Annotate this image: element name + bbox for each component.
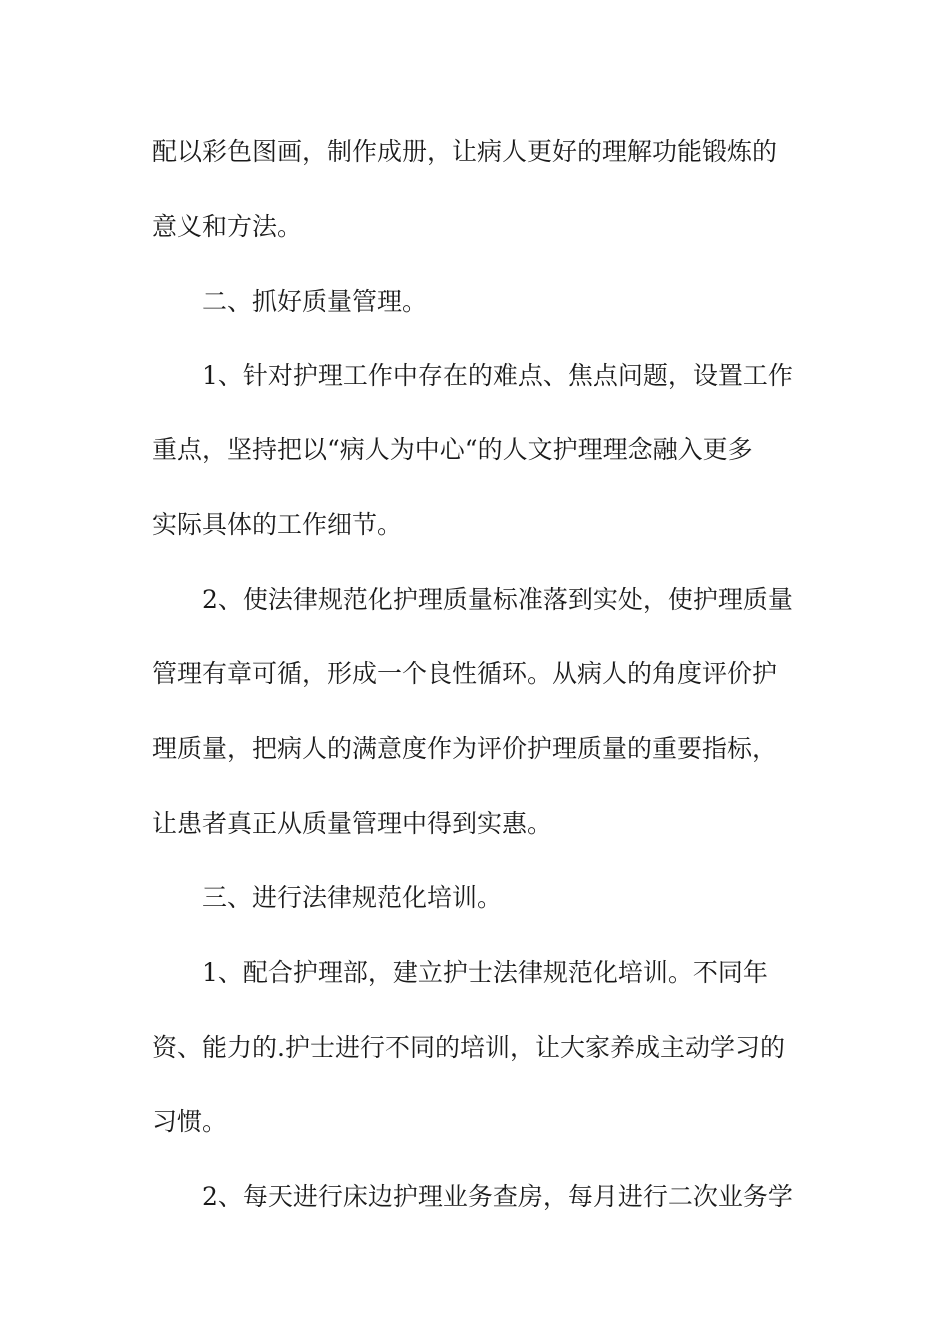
paragraph-line: 让患者真正从质量管理中得到实惠。: [152, 809, 553, 838]
paragraph-line: 2、使法律规范化护理质量标准落到实处，使护理质量: [202, 585, 793, 614]
paragraph-line: 2、每天进行床边护理业务查房，每月进行二次业务学: [202, 1182, 793, 1211]
paragraph-line: 1、针对护理工作中存在的难点、焦点问题，设置工作: [202, 361, 793, 390]
paragraph-line: 意义和方法。: [152, 212, 303, 241]
paragraph-line: 配以彩色图画，制作成册，让病人更好的理解功能锻炼的: [152, 137, 778, 166]
section-heading: 三、进行法律规范化培训。: [202, 883, 503, 912]
section-heading: 二、抓好质量管理。: [202, 287, 428, 316]
paragraph-line: 管理有章可循，形成一个良性循环。从病人的角度评价护: [152, 659, 778, 688]
paragraph-line: 重点，坚持把以“病人为中心“的人文护理理念融入更多: [152, 435, 753, 464]
paragraph-line: 实际具体的工作细节。: [152, 510, 403, 539]
paragraph-line: 资、能力的.护士进行不同的培训，让大家养成主动学习的: [152, 1033, 785, 1062]
paragraph-line: 1、配合护理部，建立护士法律规范化培训。不同年: [202, 958, 768, 987]
paragraph-line: 理质量，把病人的满意度作为评价护理质量的重要指标，: [152, 734, 778, 763]
paragraph-line: 习惯。: [152, 1107, 228, 1136]
